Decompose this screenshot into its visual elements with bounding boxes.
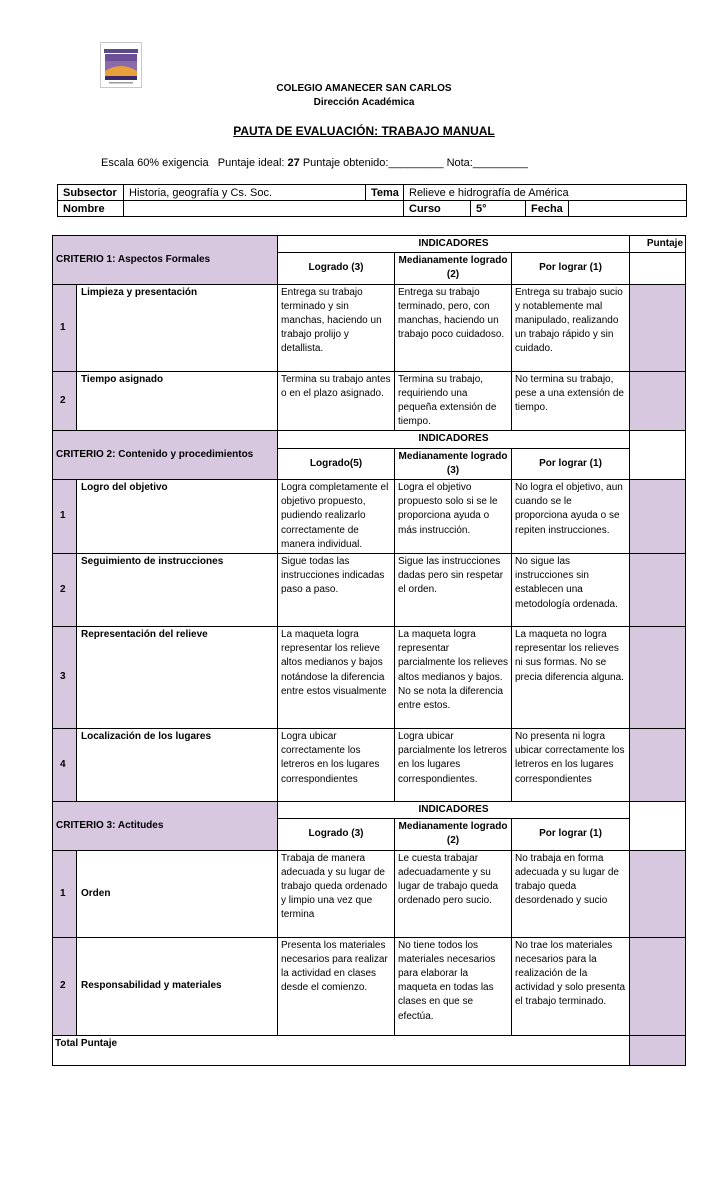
level-description: Logra ubicar parcialmente los letreros en los lugares correspondientes. bbox=[395, 729, 512, 802]
item-number: 1 bbox=[53, 850, 77, 937]
level-header: Por lograr (1) bbox=[512, 253, 630, 284]
level-description: No tiene todos los materiales necesarios para elaborar la maqueta en todas las clases en que se efectúa. bbox=[395, 937, 512, 1035]
level-description: La maqueta logra representar los relieve altos medianos y bajos notándose la diferencia entre estos visualmente bbox=[278, 627, 395, 729]
scale-line bbox=[101, 157, 528, 169]
level-description: Termina su trabajo antes o en el plazo asignado. bbox=[278, 371, 395, 431]
ideal-score: 27 bbox=[287, 157, 300, 169]
level-header: Medianamente logrado (3) bbox=[395, 448, 512, 479]
level-description: No presenta ni logra ubicar correctamente los letreros en los lugares correspondientes bbox=[512, 729, 630, 802]
subsector-label: Subsector bbox=[58, 185, 124, 201]
tema-label: Tema bbox=[366, 185, 404, 201]
level-description: Entrega su trabajo terminado y sin manchas, haciendo un trabajo prolijo y detallista. bbox=[278, 284, 395, 371]
level-description: Presenta los materiales necesarios para realizar la actividad en clases desde el comienzo. bbox=[278, 937, 395, 1035]
score-cell[interactable] bbox=[630, 729, 686, 802]
item-name: Tiempo asignado bbox=[77, 371, 278, 431]
item-number: 2 bbox=[53, 371, 77, 431]
score-cell[interactable] bbox=[630, 371, 686, 431]
level-description: La maqueta logra representar parcialmente los relieves altos medianos y bajos. No se nota la diferencia entre estos. bbox=[395, 627, 512, 729]
level-header: Medianamente logrado (2) bbox=[395, 253, 512, 284]
score-cell[interactable] bbox=[630, 937, 686, 1035]
item-name: Logro del objetivo bbox=[77, 480, 278, 554]
subsector-value: Historia, geografía y Cs. Soc. bbox=[124, 185, 366, 201]
item-name: Responsabilidad y materiales bbox=[77, 937, 278, 1035]
item-number: 1 bbox=[53, 284, 77, 371]
item-number: 1 bbox=[53, 480, 77, 554]
level-description: Termina su trabajo, requiriendo una pequeña extensión de tiempo. bbox=[395, 371, 512, 431]
level-description: La maqueta no logra representar los relieves ni sus formas. No se precia diferencia alguna. bbox=[512, 627, 630, 729]
item-name: Orden bbox=[77, 850, 278, 937]
item-name: Representación del relieve bbox=[77, 627, 278, 729]
level-description: Entrega su trabajo sucio y notablemente mal manipulado, realizando un trabajo rápido y sin cuidado. bbox=[512, 284, 630, 371]
score-cell[interactable] bbox=[630, 850, 686, 937]
document-title: PAUTA DE EVALUACIÓN: TRABAJO MANUAL bbox=[233, 124, 495, 138]
item-number: 3 bbox=[53, 627, 77, 729]
level-description: No sigue las instrucciones sin establecen una metodología ordenada. bbox=[512, 554, 630, 627]
level-description: Logra completamente el objetivo propuesto, pudiendo realizarlo correctamente de manera individual. bbox=[278, 480, 395, 554]
level-header: Medianamente logrado (2) bbox=[395, 819, 512, 850]
level-description: Logra el objetivo propuesto solo si se le proporciona ayuda o más instrucción. bbox=[395, 480, 512, 554]
score-cell[interactable] bbox=[630, 284, 686, 371]
item-name: Localización de los lugares bbox=[77, 729, 278, 802]
score-cell[interactable] bbox=[630, 554, 686, 627]
rubric-table bbox=[52, 235, 686, 1066]
tema-value: Relieve e hidrografía de América bbox=[404, 185, 687, 201]
level-header: Logrado (3) bbox=[278, 253, 395, 284]
total-label: Total Puntaje bbox=[53, 1035, 630, 1065]
score-cell[interactable] bbox=[630, 480, 686, 554]
nombre-field[interactable] bbox=[124, 201, 404, 217]
item-number: 2 bbox=[53, 554, 77, 627]
item-name: Limpieza y presentación bbox=[77, 284, 278, 371]
level-description: Sigue las instrucciones dadas pero sin respetar el orden. bbox=[395, 554, 512, 627]
criterion-title: CRITERIO 1: Aspectos Formales bbox=[53, 236, 278, 285]
scale-suffix: Puntaje obtenido:_________ Nota:_________ bbox=[299, 157, 528, 169]
fecha-label: Fecha bbox=[526, 201, 569, 217]
level-header: Logrado (3) bbox=[278, 819, 395, 850]
level-description: Sigue todas las instrucciones indicadas paso a paso. bbox=[278, 554, 395, 627]
score-cell[interactable] bbox=[630, 627, 686, 729]
level-description: No logra el objetivo, aun cuando se le proporciona ayuda o se repiten instrucciones. bbox=[512, 480, 630, 554]
level-description: Entrega su trabajo terminado, pero, con manchas, haciendo un trabajo poco cuidadoso. bbox=[395, 284, 512, 371]
indicators-header: INDICADORES bbox=[278, 802, 630, 819]
nombre-label: Nombre bbox=[58, 201, 124, 217]
level-description: No termina su trabajo, pese a una extensión de tiempo. bbox=[512, 371, 630, 431]
department-name: Dirección Académica bbox=[313, 97, 415, 108]
school-logo bbox=[100, 42, 142, 88]
fecha-field[interactable] bbox=[569, 201, 687, 217]
item-number: 4 bbox=[53, 729, 77, 802]
level-header: Por lograr (1) bbox=[512, 819, 630, 850]
level-description: No trae los materiales necesarios para la realización de la actividad y solo presenta el trabajo terminado. bbox=[512, 937, 630, 1035]
curso-label: Curso bbox=[404, 201, 471, 217]
level-header: Por lograr (1) bbox=[512, 448, 630, 479]
indicators-header: INDICADORES bbox=[278, 236, 630, 253]
level-description: No trabaja en forma adecuada y su lugar de trabajo queda desordenado y sucio bbox=[512, 850, 630, 937]
score-header: Puntaje bbox=[630, 236, 686, 253]
student-info-table bbox=[57, 184, 687, 217]
scale-prefix: Escala 60% exigencia Puntaje ideal: bbox=[101, 157, 288, 169]
level-description: Trabaja de manera adecuada y su lugar de trabajo queda ordenado y limpio una vez que termina bbox=[278, 850, 395, 937]
item-name: Seguimiento de instrucciones bbox=[77, 554, 278, 627]
item-number: 2 bbox=[53, 937, 77, 1035]
indicators-header: INDICADORES bbox=[278, 431, 630, 448]
level-description: Le cuesta trabajar adecuadamente y su lugar de trabajo queda ordenado pero sucio. bbox=[395, 850, 512, 937]
school-name: COLEGIO AMANECER SAN CARLOS bbox=[276, 83, 452, 94]
curso-value: 5° bbox=[471, 201, 526, 217]
level-description: Logra ubicar correctamente los letreros en los lugares correspondientes bbox=[278, 729, 395, 802]
level-header: Logrado(5) bbox=[278, 448, 395, 479]
total-score-cell[interactable] bbox=[630, 1035, 686, 1065]
criterion-title: CRITERIO 3: Actitudes bbox=[53, 802, 278, 851]
criterion-title: CRITERIO 2: Contenido y procedimientos bbox=[53, 431, 278, 480]
